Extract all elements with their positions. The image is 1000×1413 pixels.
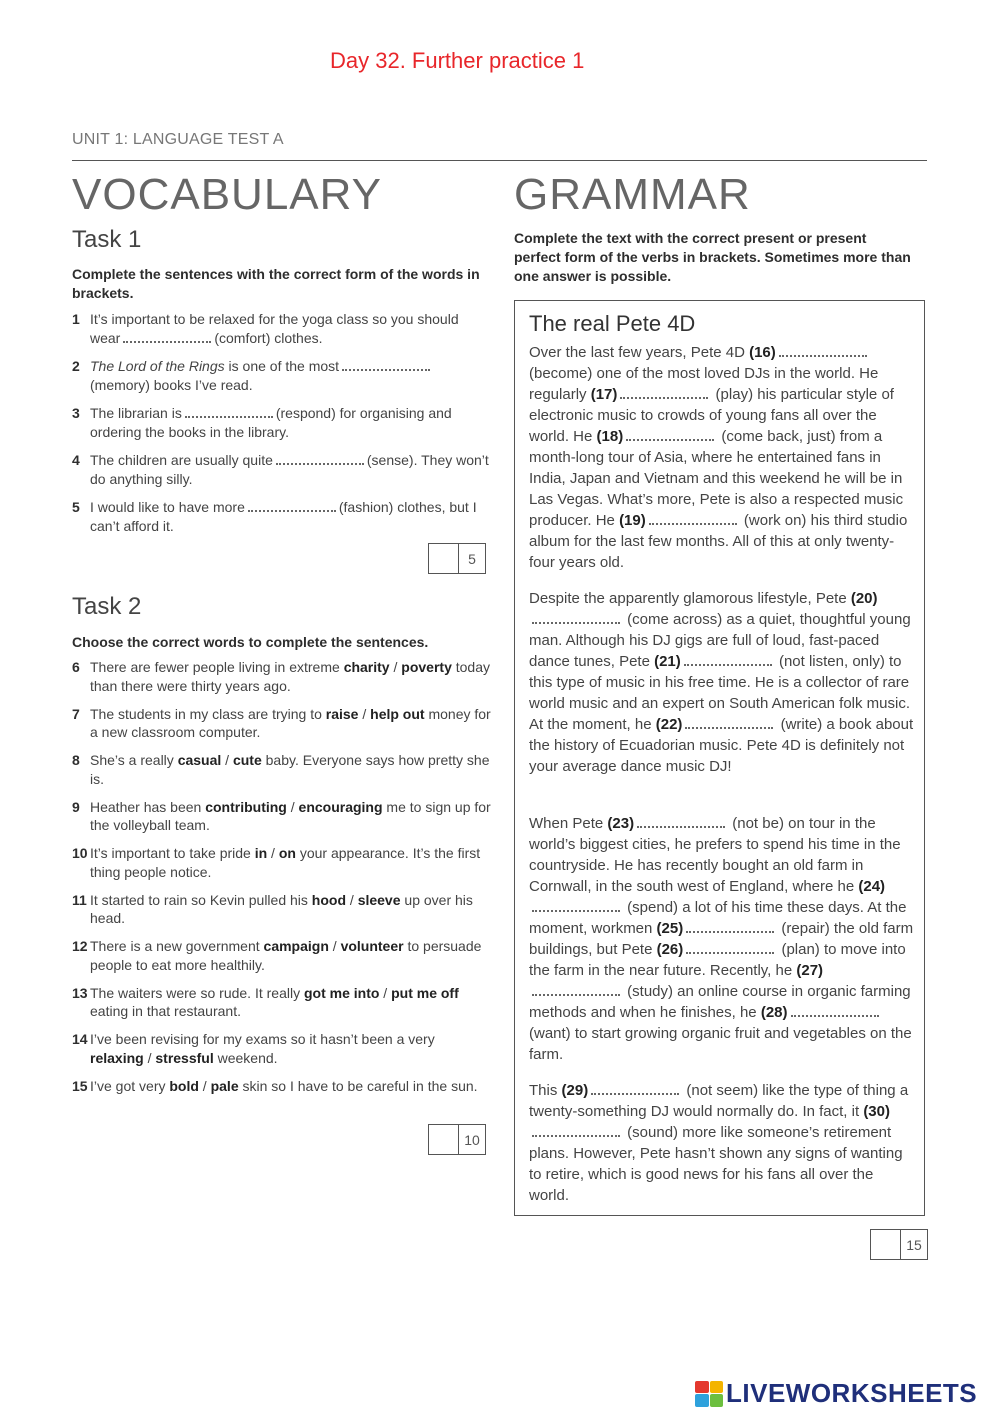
answer-gap[interactable] (532, 898, 620, 912)
list-item (72, 357, 492, 394)
option-separator: / (267, 845, 279, 861)
gap-number: (23) (607, 815, 635, 832)
option-separator: / (358, 705, 371, 722)
item-text: up over his head. (90, 891, 473, 926)
grammar-score-box (870, 1229, 928, 1260)
paragraph-text: This (529, 1082, 562, 1099)
item-text: The waiters were so rude. It really (90, 984, 304, 1001)
item-text: (sense). They won’t do anything silly. (90, 452, 489, 487)
gap-number: (30) (863, 1103, 890, 1120)
paragraph-text: (play) his particular style of electronic music to crowds of young fans all over the world. He (529, 386, 894, 445)
text-paragraph (529, 588, 915, 777)
item-text: to persuade people to eat more healthily. (90, 938, 482, 973)
book-title: The Lord of the Rings (90, 358, 225, 374)
answer-gap[interactable] (185, 404, 273, 418)
option-word[interactable]: bold (169, 1077, 199, 1094)
answer-gap[interactable] (591, 1081, 679, 1095)
task2-title: Task 2 (72, 593, 142, 620)
answer-gap[interactable] (532, 982, 620, 996)
item-text: There are fewer people living in extreme (90, 659, 344, 675)
answer-gap[interactable] (532, 610, 620, 624)
answer-gap[interactable] (686, 940, 774, 954)
answer-gap[interactable] (532, 1123, 620, 1137)
answer-gap[interactable] (684, 652, 772, 666)
item-text: (memory) books I’ve read. (90, 376, 253, 393)
logo-square (695, 1394, 709, 1407)
score-input[interactable] (429, 544, 459, 573)
paragraph-text: (become) one of the most loved DJs in the world. He regularly (529, 365, 879, 403)
item-text: It’s important to be relaxed for the yoga class so you should wear (90, 311, 459, 346)
gap-number: (17) (590, 386, 618, 403)
score-total: 10 (464, 1131, 480, 1148)
paragraph-text: When Pete (529, 815, 608, 832)
logo-text: LIVEWORKSHEETS (726, 1378, 978, 1408)
item-text: The librarian is (90, 405, 182, 421)
liveworksheets-logo (695, 1378, 977, 1409)
option-word[interactable]: encouraging (298, 798, 383, 815)
item-number: 5 (72, 499, 80, 515)
option-word[interactable]: contributing (205, 798, 287, 815)
text-paragraph (529, 813, 915, 1065)
paragraph-text: (sound) more like someone’s retirement plans. However, Pete hasn’t shown any signs of wanting to retire, which is good news for his fans all over the world. (529, 1124, 903, 1204)
item-text: weekend. (213, 1049, 278, 1066)
list-item (72, 1030, 492, 1067)
paragraph-text: (not listen, only) to this type of music in his free time. He is a collector of rare world music and an expert on South American folk music. At the moment, he (529, 653, 911, 733)
option-word[interactable]: hood (311, 891, 347, 908)
gap-number: (27) (796, 962, 824, 979)
list-item (72, 404, 492, 441)
item-text: eating in that restaurant. (90, 1003, 241, 1019)
item-number: 3 (72, 405, 80, 421)
item-number: 13 (72, 984, 88, 1001)
list-item (72, 1077, 492, 1096)
option-word[interactable]: sleeve (357, 891, 401, 908)
score-total: 15 (906, 1236, 922, 1253)
task2-instruction: Choose the correct words to complete the sentences. (72, 634, 429, 650)
paragraph-text: (repair) the old farm buildings, but Pete (529, 920, 914, 958)
list-item (72, 751, 492, 788)
list-item (72, 310, 492, 347)
score-input[interactable] (429, 1125, 459, 1154)
option-word[interactable]: volunteer (340, 938, 404, 954)
item-number: 2 (72, 358, 80, 374)
item-text: It’s important to take pride (90, 845, 255, 861)
item-number: 7 (72, 705, 80, 722)
list-item (72, 844, 492, 881)
paragraph-text: (plan) to move into the farm in the near future. Recently, he (529, 941, 906, 979)
paragraph-text: (write) a book about the history of Ecuadorian music. Pete 4D is definitely not your average dance music DJ! (529, 716, 914, 775)
logo-square (695, 1381, 709, 1394)
option-word[interactable]: help out (370, 705, 425, 722)
answer-gap[interactable] (791, 1003, 879, 1017)
answer-gap[interactable] (685, 715, 773, 729)
text-paragraph (529, 1080, 915, 1206)
item-number: 4 (72, 452, 80, 468)
paragraph-text: Despite the apparently glamorous lifestyle, Pete (529, 590, 851, 607)
gap-number: (25) (656, 920, 684, 937)
answer-gap[interactable] (342, 357, 430, 371)
task1-title: Task 1 (72, 226, 142, 253)
answer-gap[interactable] (649, 511, 737, 525)
item-text: There is a new government (90, 938, 264, 954)
paragraph-text: (come across) as a quiet, thoughtful young man. Although his DJ gigs are full of loud, fast-paced dance tunes, Pete (529, 611, 911, 670)
gap-number: (18) (596, 428, 624, 445)
list-item (72, 984, 492, 1021)
item-text: is one of the most (224, 358, 340, 374)
item-text: I would like to have more (90, 499, 245, 515)
option-word[interactable]: campaign (263, 938, 329, 954)
unit-label: UNIT 1: LANGUAGE TEST A (72, 131, 284, 148)
option-separator: / (143, 1049, 156, 1066)
item-text: I’ve been revising for my exams so it hasn’t been a very (90, 1031, 435, 1047)
gap-number: (22) (655, 716, 683, 733)
item-text: skin so I have to be careful in the sun. (238, 1077, 478, 1094)
text-box (514, 300, 925, 1216)
list-item (72, 451, 492, 488)
answer-gap[interactable] (248, 498, 336, 512)
option-word[interactable]: got me into (303, 984, 380, 1001)
gap-number: (26) (656, 941, 684, 958)
item-number: 14 (72, 1031, 88, 1047)
paragraph-text: (come back, just) from a month-long tour of Asia, where he entertained fans in India, Japan and Vietnam and this weekend he will be in Las Vegas. What’s more, Pete is also a respected music producer. He (529, 428, 904, 529)
option-separator: / (389, 659, 402, 675)
option-word[interactable]: relaxing (90, 1049, 144, 1066)
gap-number: (29) (561, 1082, 589, 1099)
option-word[interactable]: put me off (391, 984, 459, 1001)
task1-score-box (428, 543, 486, 574)
paragraph-text: (study) an online course in organic farming methods and when he finishes, he (529, 983, 911, 1021)
gap-number: (19) (619, 512, 646, 529)
option-word[interactable]: in (254, 845, 268, 861)
paragraph-text: (work on) his third studio album for the last few months. All of this at only twenty-four years old. (529, 512, 908, 571)
item-text: today than there were thirty years ago. (90, 659, 490, 694)
item-text: baby. Everyone says how pretty she is. (90, 752, 490, 787)
gap-number: (24) (858, 878, 886, 895)
day-title: Day 32. Further practice 1 (330, 48, 585, 73)
list-item (72, 937, 492, 974)
logo-square (710, 1381, 724, 1394)
grammar-heading: GRAMMAR (514, 170, 751, 219)
item-text: (comfort) clothes. (214, 329, 323, 346)
item-text: your appearance. It’s the first thing people notice. (90, 845, 481, 880)
paragraph-text: (not be) on tour in the world’s biggest cities, he prefers to spend his time in the countryside. He has recently bought an old farm in Cornwall, in the south west of England, where he (529, 815, 901, 895)
item-text: She’s a really (90, 752, 178, 768)
paragraph-text: (want) to start growing organic fruit and vegetables on the farm. (529, 1025, 912, 1063)
paragraph-text: (not seem) like the type of thing a twenty-something DJ would normally do. In fact, it (529, 1082, 909, 1120)
item-text: money for a new classroom computer. (90, 705, 491, 740)
option-word[interactable]: cute (232, 752, 262, 768)
task2-list (72, 658, 492, 1105)
item-number: 10 (72, 845, 88, 861)
score-total: 5 (468, 550, 476, 567)
answer-gap[interactable] (620, 385, 708, 399)
task2-score-box (428, 1124, 486, 1155)
paragraph-text: (spend) a lot of his time these days. At the moment, workmen (529, 899, 907, 937)
item-text: (respond) for organising and ordering the books in the library. (90, 405, 452, 440)
text-paragraph (529, 342, 915, 573)
option-word[interactable]: raise (325, 705, 359, 722)
gap-number: (16) (749, 344, 776, 361)
answer-gap[interactable] (637, 814, 725, 828)
list-item (72, 891, 492, 928)
option-word[interactable]: on (278, 845, 296, 861)
option-separator: / (221, 752, 233, 768)
option-separator: / (328, 938, 341, 954)
option-separator: / (286, 798, 299, 815)
answer-gap[interactable] (626, 427, 714, 441)
logo-icon (695, 1381, 723, 1407)
vocabulary-heading: VOCABULARY (72, 170, 382, 219)
gap-number: (20) (850, 590, 878, 607)
option-word[interactable]: poverty (401, 659, 452, 675)
paragraph-text: Over the last few years, Pete 4D (529, 344, 750, 361)
gap-number: (21) (654, 653, 681, 670)
item-text: (fashion) clothes, but I can’t afford it. (90, 499, 477, 534)
item-text: I’ve got very (90, 1077, 170, 1094)
item-text: Heather has been (90, 798, 206, 815)
score-input[interactable] (871, 1230, 901, 1259)
option-separator: / (346, 891, 358, 908)
logo-square (710, 1394, 724, 1407)
header-divider (72, 160, 927, 161)
list-item (72, 705, 492, 742)
item-text: The students in my class are trying to (90, 705, 326, 722)
answer-gap[interactable] (686, 919, 774, 933)
task1-instruction: Complete the sentences with the correct form of the words in brackets. (72, 266, 480, 301)
grammar-instruction: Complete the text with the correct present or present perfect form of the verbs in brackets. Sometimes more than one answer is possible. (514, 230, 911, 284)
item-text: The children are usually quite (90, 452, 273, 468)
item-text: me to sign up for the volleyball team. (90, 798, 491, 833)
option-word[interactable]: casual (177, 752, 222, 768)
item-number: 6 (72, 659, 80, 675)
option-word[interactable]: pale (210, 1077, 239, 1094)
list-item (72, 658, 492, 695)
item-number: 1 (72, 311, 80, 327)
item-number: 9 (72, 798, 80, 815)
list-item (72, 798, 492, 835)
task1-list (72, 310, 492, 545)
option-word[interactable]: charity (343, 659, 390, 675)
option-word[interactable]: stressful (155, 1049, 214, 1066)
item-text: It started to rain so Kevin pulled his (90, 891, 312, 908)
option-separator: / (379, 984, 392, 1001)
gap-number: (28) (760, 1004, 788, 1021)
answer-gap[interactable] (123, 329, 211, 343)
item-number: 12 (72, 938, 88, 954)
answer-gap[interactable] (779, 343, 867, 357)
answer-gap[interactable] (276, 451, 364, 465)
option-separator: / (198, 1077, 211, 1094)
item-number: 8 (72, 752, 80, 768)
text-title: The real Pete 4D (529, 311, 696, 336)
list-item (72, 498, 492, 535)
item-number: 11 (72, 891, 87, 908)
item-number: 15 (72, 1077, 88, 1094)
